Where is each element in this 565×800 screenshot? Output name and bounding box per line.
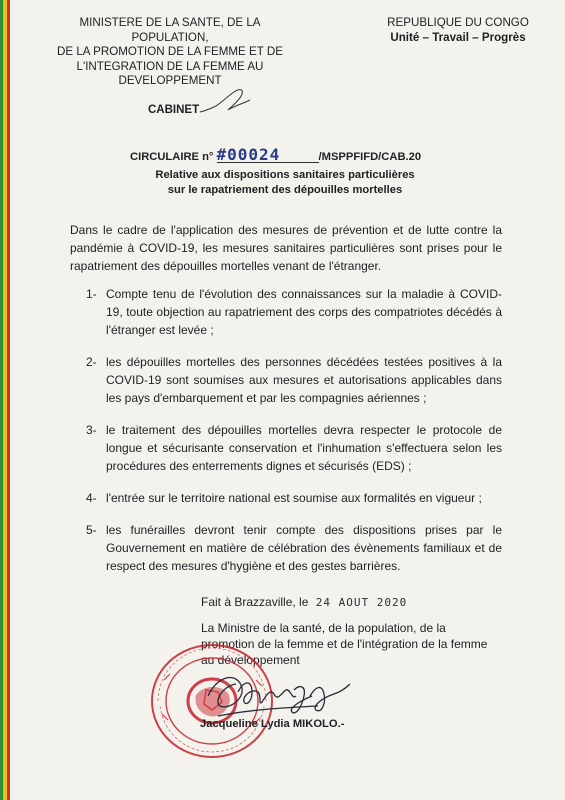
republic-motto: Unité – Travail – Progrès	[390, 30, 526, 44]
item-number: 5-	[86, 523, 97, 537]
list-item	[86, 353, 502, 407]
congo-flag-stripe	[0, 0, 10, 800]
ministry-line: DEVELOPPEMENT	[118, 74, 222, 87]
list-item	[86, 489, 502, 507]
item-text: le traitement des dépouilles mortelles devra respecter le protocole de longue et sécurisante conservation et l'inhumation s'effectuera selon les procédures des enterrements dignes et sécurisés (EDS) ;	[106, 423, 502, 473]
item-number: 3-	[86, 423, 97, 437]
item-text: les funérailles devront tenir compte des dispositions prises par le Gouvernement en matière de célébration des évènements familiaux et de respect des mesures d'hygiène et des gestes barrières.	[106, 523, 502, 573]
minister-title: La Ministre de la santé, de la population, de la promotion de la femme et de l'intégration de la femme au développement	[201, 621, 488, 667]
measures-list	[86, 285, 502, 589]
republic-name: REPUBLIQUE DU CONGO	[387, 16, 529, 29]
cabinet-initials-scribble	[198, 86, 253, 118]
circular-subject	[130, 168, 440, 198]
item-number: 2-	[86, 355, 97, 369]
place-and-date	[201, 595, 407, 609]
circular-reference	[130, 145, 450, 164]
subject-line: sur le rapatriement des dépouilles mortelles	[167, 184, 403, 196]
intro-paragraph: Dans le cadre de l'application des mesures de prévention et de lutte contre la pandémie à COVID-19, les mesures sanitaires particulières sont prises pour le rapatriement des dépouilles mortelles venant de l'étranger.	[70, 223, 502, 273]
list-item	[86, 421, 502, 475]
minister-signature	[198, 666, 358, 724]
item-text: l'entrée sur le territoire national est soumise aux formalités en vigueur ;	[106, 491, 482, 505]
item-text: les dépouilles mortelles des personnes décédées testées positives à la COVID-19 sont soumises aux mesures et autorisations applicables dans les pays d'embarquement et par les compagnies aériennes ;	[106, 355, 502, 405]
item-number: 1-	[86, 287, 97, 301]
flag-red-stripe	[7, 0, 10, 800]
circular-suffix: /MSPPFIFD/CAB.20	[318, 151, 422, 163]
ministry-line: L'INTEGRATION DE LA FEMME AU	[76, 59, 264, 73]
ministry-line: DE LA PROMOTION DE LA FEMME ET DE	[57, 45, 283, 58]
subject-line: Relative aux dispositions sanitaires particulières	[155, 169, 415, 181]
item-number: 4-	[86, 491, 97, 505]
place-label: Fait à Brazzaville, le	[201, 595, 309, 609]
republic-header	[373, 16, 543, 45]
ministry-header	[40, 16, 300, 89]
ministry-line: MINISTERE DE LA SANTE, DE LA POPULATION,	[79, 16, 261, 44]
signatory-name: Jacqueline Lydia MIKOLO.-	[200, 718, 345, 730]
circular-number: #00024	[217, 148, 319, 163]
item-text: Compte tenu de l'évolution des connaissances sur la maladie à COVID-19, toute objection au rapatriement des corps des compatriotes décédés à l'étranger est levée ;	[106, 287, 502, 337]
circular-prefix: CIRCULAIRE n°	[130, 151, 214, 163]
list-item	[86, 285, 502, 339]
cabinet-label: CABINET	[148, 104, 200, 116]
list-item	[86, 521, 502, 575]
stamped-date: 24 AOUT 2020	[315, 596, 408, 609]
